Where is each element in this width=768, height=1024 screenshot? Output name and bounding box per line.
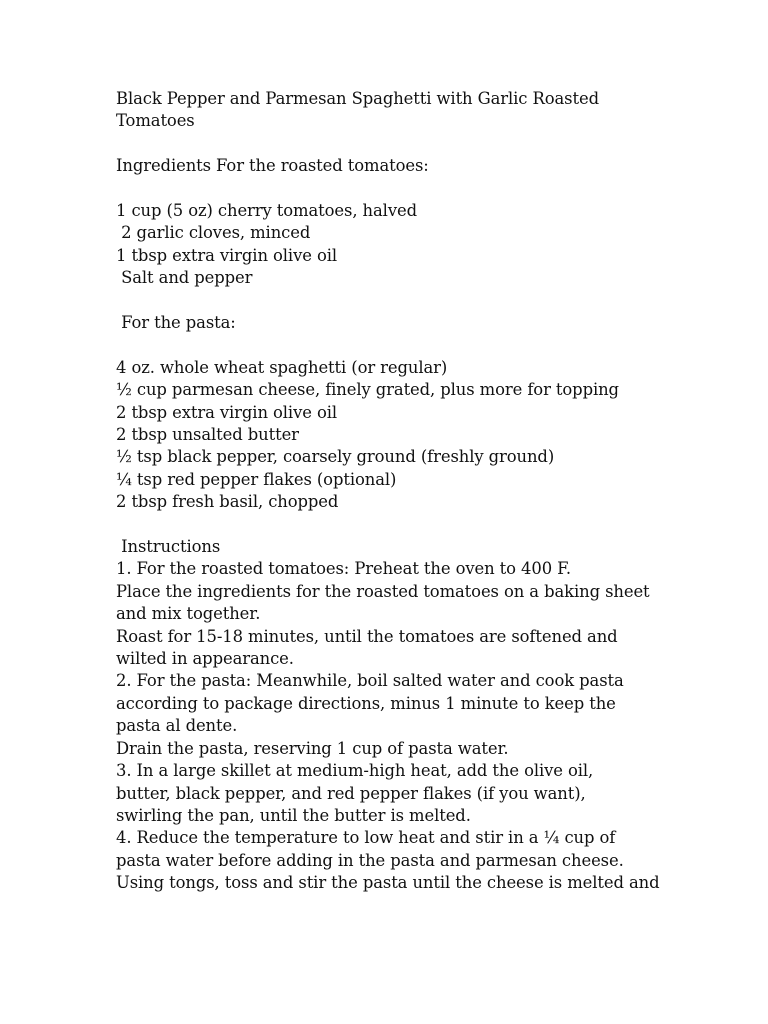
blank-line [116, 514, 676, 536]
instruction-line: Roast for 15-18 minutes, until the tomatoes are softened and [116, 626, 618, 646]
blank-line [116, 334, 676, 356]
ingredient-item: 1 cup (5 oz) cherry tomatoes, halved [116, 201, 417, 220]
instruction-line: and mix together. [116, 604, 261, 624]
document-page [116, 88, 676, 895]
blank-line [116, 290, 676, 312]
instruction-line: pasta water before adding in the pasta and parmesan cheese. [116, 850, 624, 870]
instruction-line: Drain the pasta, reserving 1 cup of pasta water. [116, 738, 509, 758]
ingredient-item: ½ cup parmesan cheese, finely grated, plus more for topping [116, 380, 619, 400]
ingredients-heading: Ingredients For the roasted tomatoes: [116, 156, 429, 176]
ingredient-item: 2 tbsp unsalted butter [116, 425, 299, 445]
instruction-line: butter, black pepper, and red pepper flakes (if you want), [116, 783, 586, 803]
blank-line [116, 133, 676, 155]
instruction-line: 1. For the roasted tomatoes: Preheat the oven to 400 F. [116, 559, 571, 579]
recipe-title-line: Black Pepper and Parmesan Spaghetti with Garlic Roasted [116, 89, 599, 108]
instruction-line: 2. For the pasta: Meanwhile, boil salted water and cook pasta [116, 671, 624, 691]
ingredient-item: 2 tbsp fresh basil, chopped [116, 492, 339, 512]
ingredient-item: Salt and pepper [116, 268, 253, 288]
instruction-line: according to package directions, minus 1 minute to keep the [116, 693, 616, 713]
instruction-line: 4. Reduce the temperature to low heat and stir in a ¼ cup of [116, 828, 616, 848]
instruction-line: 3. In a large skillet at medium-high heat, add the olive oil, [116, 761, 594, 781]
tomato-ingredient-list [116, 200, 676, 290]
instruction-text [116, 558, 676, 894]
ingredient-item: 2 tbsp extra virgin olive oil [116, 402, 337, 422]
blank-line [116, 178, 676, 200]
recipe-title [116, 88, 676, 133]
instruction-line: Using tongs, toss and stir the pasta until the cheese is melted and [116, 873, 660, 893]
instruction-line: swirling the pan, until the butter is melted. [116, 805, 471, 825]
pasta-heading: For the pasta: [116, 313, 236, 333]
instructions-heading: Instructions [116, 537, 221, 557]
ingredient-item: ½ tsp black pepper, coarsely ground (freshly ground) [116, 447, 555, 467]
instruction-line: pasta al dente. [116, 716, 238, 736]
instruction-line: wilted in appearance. [116, 649, 294, 669]
ingredient-item: 2 garlic cloves, minced [116, 223, 311, 243]
instruction-line: Place the ingredients for the roasted tomatoes on a baking sheet [116, 581, 650, 601]
recipe-title-line: Tomatoes [116, 111, 195, 131]
ingredient-item: ¼ tsp red pepper flakes (optional) [116, 469, 397, 489]
pasta-ingredient-list [116, 357, 676, 514]
ingredient-item: 4 oz. whole wheat spaghetti (or regular) [116, 357, 448, 377]
ingredient-item: 1 tbsp extra virgin olive oil [116, 245, 337, 265]
